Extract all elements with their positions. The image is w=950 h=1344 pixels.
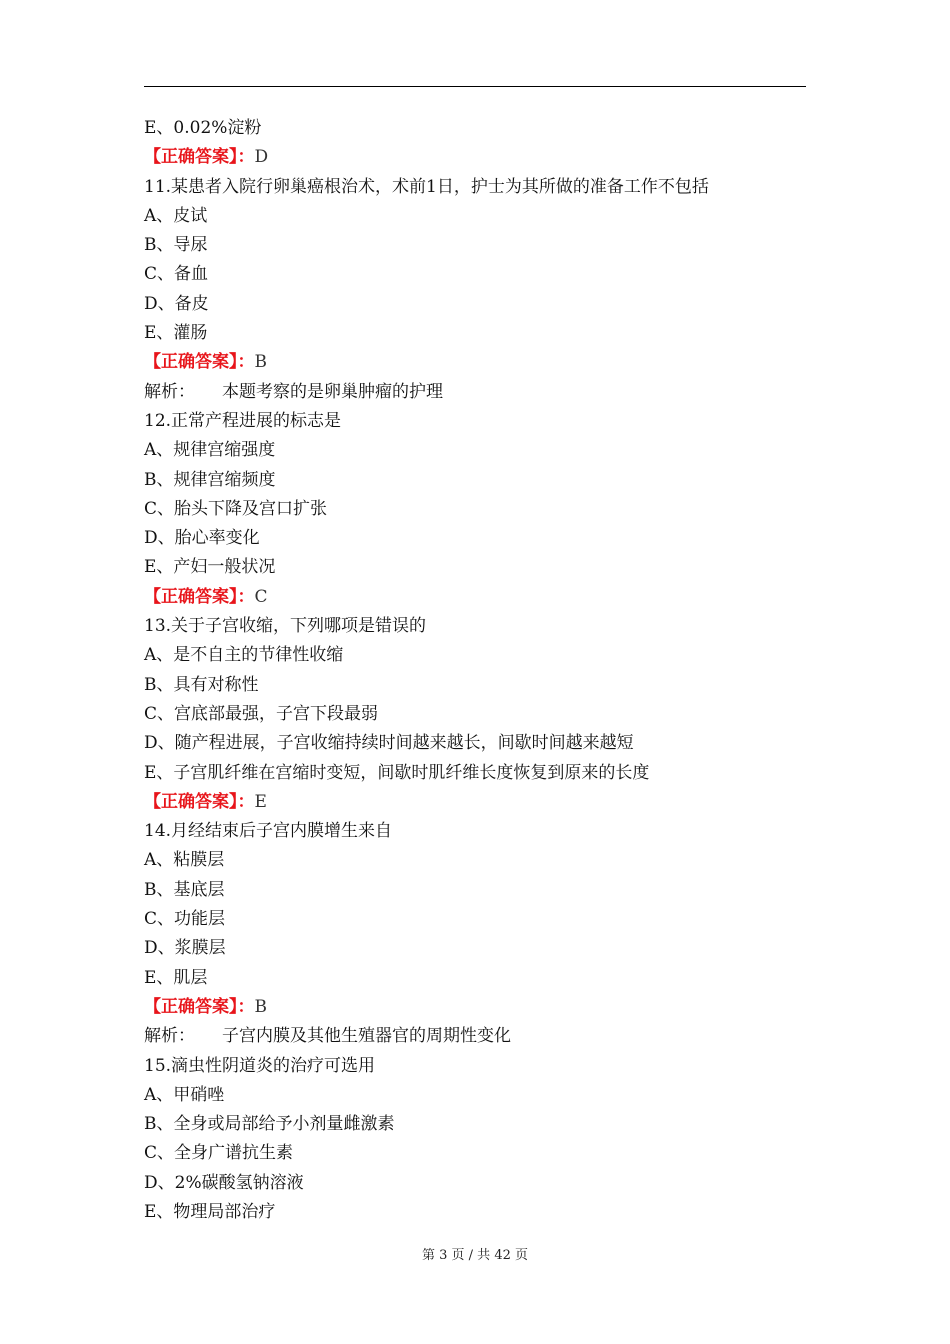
answer-option: E、肌层	[144, 967, 208, 988]
analysis-text: 本题考察的是卵巢肿瘤的护理	[222, 381, 443, 402]
answer-value: B	[254, 996, 267, 1017]
answer-line	[144, 143, 806, 172]
answer-option: D、2%碳酸氢钠溶液	[144, 1172, 304, 1193]
answer-option: B、具有对称性	[144, 674, 259, 695]
answer-value: B	[254, 352, 267, 373]
document-body	[144, 114, 806, 1227]
answer-option: E、物理局部治疗	[144, 1201, 276, 1222]
answer-option: D、胎心率变化	[144, 528, 260, 549]
answer-option: D、备皮	[144, 293, 209, 314]
answer-option: C、胎头下降及宫口扩张	[144, 498, 328, 519]
answer-label: 【正确答案】：	[144, 791, 255, 812]
question-stem: 11.某患者入院行卵巢癌根治术，术前1日，护士为其所做的准备工作不包括	[144, 176, 709, 197]
answer-line	[144, 583, 806, 612]
answer-label: 【正确答案】：	[144, 147, 255, 168]
answer-line	[144, 788, 806, 817]
analysis-line	[144, 378, 806, 407]
answer-option: A、规律宫缩强度	[144, 440, 276, 461]
answer-value: D	[254, 147, 269, 168]
answer-option: C、功能层	[144, 909, 226, 930]
answer-option: A、甲硝唑	[144, 1084, 225, 1105]
answer-option: D、浆膜层	[144, 938, 226, 959]
question-stem: 13.关于子宫收缩，下列哪项是错误的	[144, 616, 427, 637]
answer-option: C、备血	[144, 264, 209, 285]
answer-value: C	[254, 586, 268, 607]
header-rule	[144, 86, 806, 87]
answer-option: E、灌肠	[144, 323, 208, 344]
answer-option: B、全身或局部给予小剂量雌激素	[144, 1114, 395, 1135]
answer-option: A、皮试	[144, 205, 208, 226]
answer-option: D、随产程进展，子宫收缩持续时间越来越长，间歇时间越来越短	[144, 733, 634, 754]
answer-label: 【正确答案】：	[144, 352, 255, 373]
answer-option: A、是不自主的节律性收缩	[144, 645, 344, 666]
answer-option: B、规律宫缩频度	[144, 469, 276, 490]
answer-option: E、产妇一般状况	[144, 557, 276, 578]
answer-option: B、基底层	[144, 879, 225, 900]
analysis-text: 子宫内膜及其他生殖器官的周期性变化	[222, 1026, 511, 1047]
answer-option: C、全身广谱抗生素	[144, 1143, 294, 1164]
answer-option: B、导尿	[144, 235, 208, 256]
answer-option: E、子宫肌纤维在宫缩时变短，间歇时肌纤维长度恢复到原来的长度	[144, 762, 650, 783]
page-footer: 第 3 页 / 共 42 页	[422, 1248, 528, 1263]
analysis-line	[144, 1022, 806, 1051]
analysis-label: 解析：	[144, 381, 195, 402]
question-stem: 15.滴虫性阴道炎的治疗可选用	[144, 1055, 376, 1076]
answer-option: A、粘膜层	[144, 850, 225, 871]
answer-value: E	[254, 791, 267, 812]
answer-option: C、宫底部最强，子宫下段最弱	[144, 703, 379, 724]
answer-line	[144, 348, 806, 377]
question-stem: 12.正常产程进展的标志是	[144, 410, 342, 431]
answer-label: 【正确答案】：	[144, 586, 255, 607]
analysis-label: 解析：	[144, 1026, 195, 1047]
answer-option: E、0.02%淀粉	[144, 118, 262, 138]
answer-label: 【正确答案】：	[144, 996, 255, 1017]
question-stem: 14.月经结束后子宫内膜增生来自	[144, 821, 393, 842]
answer-line	[144, 993, 806, 1022]
